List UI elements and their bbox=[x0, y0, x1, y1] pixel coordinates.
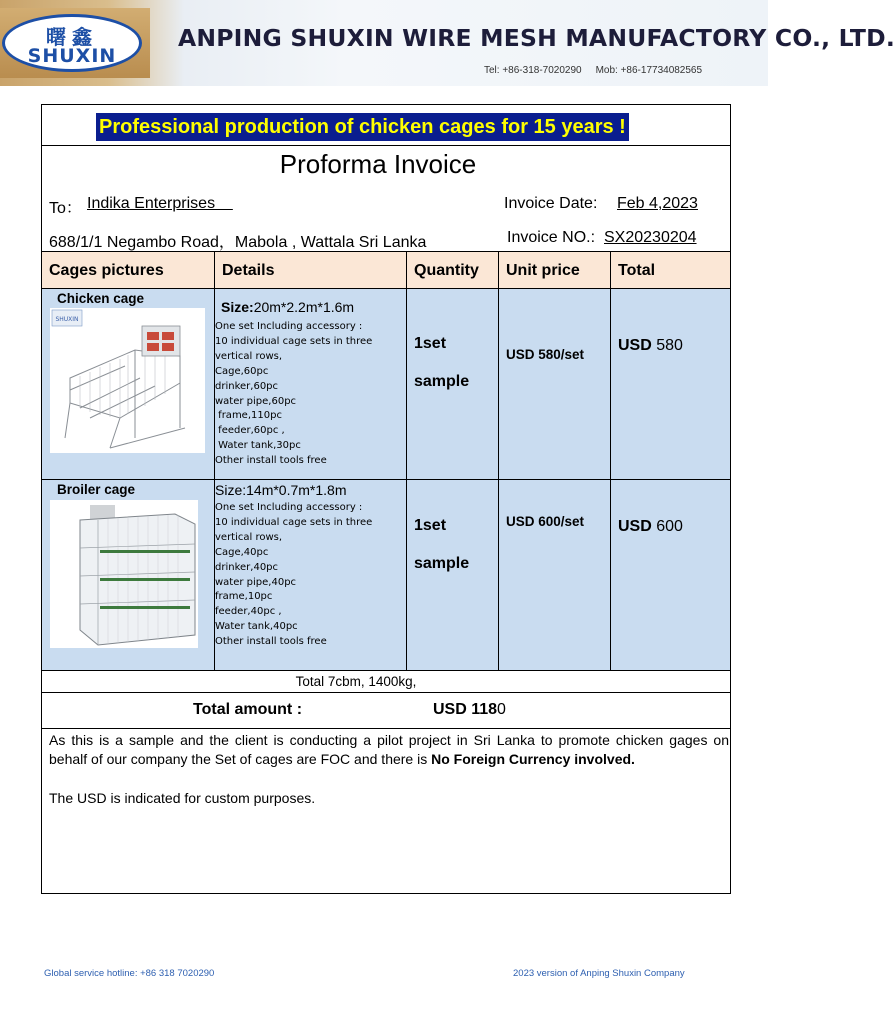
size-label: Size: bbox=[215, 482, 247, 498]
chicken-cage-image bbox=[50, 308, 205, 453]
cage-unit-price: USD 580/set bbox=[506, 347, 585, 362]
total-amount-label: Total amount : bbox=[193, 701, 303, 718]
logo-chinese-text: 曙鑫 bbox=[46, 25, 98, 49]
banner-row bbox=[42, 105, 730, 145]
cage-details: One set Including accessory : 10 individual cage sets in three vertical rows, Cage,60pc drinker,60pc water pipe,60pc frame,110pc feeder,60pc , Water tank,30pc Other install tools free bbox=[215, 321, 373, 467]
note-emphasis: No Foreign Currency involved. bbox=[431, 751, 635, 767]
total-currency: USD bbox=[618, 337, 657, 354]
cage-unit-price: USD 600/set bbox=[506, 514, 585, 529]
col-header-total: Total bbox=[618, 262, 656, 279]
cage-size bbox=[221, 299, 354, 315]
column-divider bbox=[214, 251, 215, 670]
cage-name: Chicken cage bbox=[57, 291, 145, 306]
mobile: Mob: +86-17734082565 bbox=[595, 65, 703, 76]
qty-note: sample bbox=[414, 555, 470, 572]
invoice-number: SX20230204 bbox=[604, 229, 697, 246]
telephone: Tel: +86-318-7020290 bbox=[484, 65, 582, 76]
version-note: 2023 version of Anping Shuxin Company bbox=[513, 968, 685, 979]
customer-name: Indika Enterprises bbox=[87, 195, 233, 212]
total-amount-value bbox=[433, 701, 506, 719]
company-logo bbox=[2, 14, 142, 72]
promo-banner: Professional production of chicken cages for 15 years ! bbox=[96, 113, 629, 141]
column-divider bbox=[406, 251, 407, 670]
table-row bbox=[42, 480, 730, 670]
total-currency: USD bbox=[618, 518, 657, 535]
invoice-date-label: Invoice Date: bbox=[504, 195, 598, 212]
invoice-title: Proforma Invoice bbox=[279, 149, 477, 179]
total-amount-main: USD 118 bbox=[433, 701, 498, 718]
service-hotline: Global service hotline: +86 318 7020290 bbox=[44, 968, 215, 979]
table-header bbox=[42, 251, 730, 289]
note-text: As this is a sample and the client is conducting a pilot project in Sri Lanka to promote chicken gages on behalf of our company the Set of cages are FOC and there is bbox=[49, 732, 729, 767]
svg-text:SHUXIN: SHUXIN bbox=[55, 316, 79, 323]
items-table bbox=[42, 251, 730, 671]
qty-note: sample bbox=[414, 373, 470, 390]
qty-line: 1set bbox=[414, 335, 447, 352]
cage-name: Broiler cage bbox=[57, 482, 136, 497]
contact-line bbox=[484, 65, 702, 76]
broiler-cage-photo bbox=[50, 500, 198, 648]
divider bbox=[42, 728, 730, 729]
logo-english-text: SHUXIN bbox=[27, 45, 117, 67]
cage-total bbox=[618, 337, 683, 355]
total-number: 600 bbox=[656, 518, 683, 535]
size-value: 20m*2.2m*1.6m bbox=[253, 299, 355, 315]
qty-line: 1set bbox=[414, 517, 447, 534]
cage-quantity bbox=[414, 507, 469, 583]
broiler-cage-image bbox=[50, 500, 198, 648]
invoice-note bbox=[49, 731, 729, 769]
cage-total bbox=[618, 518, 683, 536]
table-row bbox=[42, 289, 730, 479]
divider bbox=[42, 692, 730, 693]
letterhead bbox=[0, 0, 895, 86]
col-header-details: Details bbox=[222, 262, 275, 279]
chicken-cage-photo bbox=[50, 308, 205, 453]
col-header-unit-price: Unit price bbox=[506, 262, 580, 279]
col-header-quantity: Quantity bbox=[414, 262, 479, 279]
col-header-pictures: Cages pictures bbox=[49, 262, 164, 279]
shipment-summary: Total 7cbm, 1400kg, bbox=[295, 674, 417, 689]
column-divider bbox=[610, 251, 611, 670]
divider bbox=[42, 145, 730, 146]
note-custom-purpose: The USD is indicated for custom purposes. bbox=[49, 790, 316, 806]
size-label: Size: bbox=[221, 299, 254, 315]
invoice-frame bbox=[41, 104, 731, 894]
total-amount-tail: 0 bbox=[497, 701, 506, 718]
invoice-date: Feb 4,2023 bbox=[617, 195, 698, 212]
company-name: ANPING SHUXIN WIRE MESH MANUFACTORY CO., LTD. bbox=[178, 24, 895, 52]
cage-quantity bbox=[414, 325, 469, 401]
cage-details: One set Including accessory : 10 individual cage sets in three vertical rows, Cage,40pc drinker,40pc water pipe,40pc frame,10pc feeder,40pc , Water tank,40pc Other install tools free bbox=[215, 502, 373, 648]
total-number: 580 bbox=[656, 337, 683, 354]
cage-size bbox=[215, 482, 347, 498]
column-divider bbox=[498, 251, 499, 670]
size-value: 14m*0.7m*1.8m bbox=[246, 482, 347, 498]
to-label: To： bbox=[49, 200, 82, 217]
invoice-number-label: Invoice NO.: bbox=[507, 229, 596, 246]
customer-address: 688/1/1 Negambo Road，Mabola , Wattala Sri Lanka bbox=[49, 234, 427, 251]
